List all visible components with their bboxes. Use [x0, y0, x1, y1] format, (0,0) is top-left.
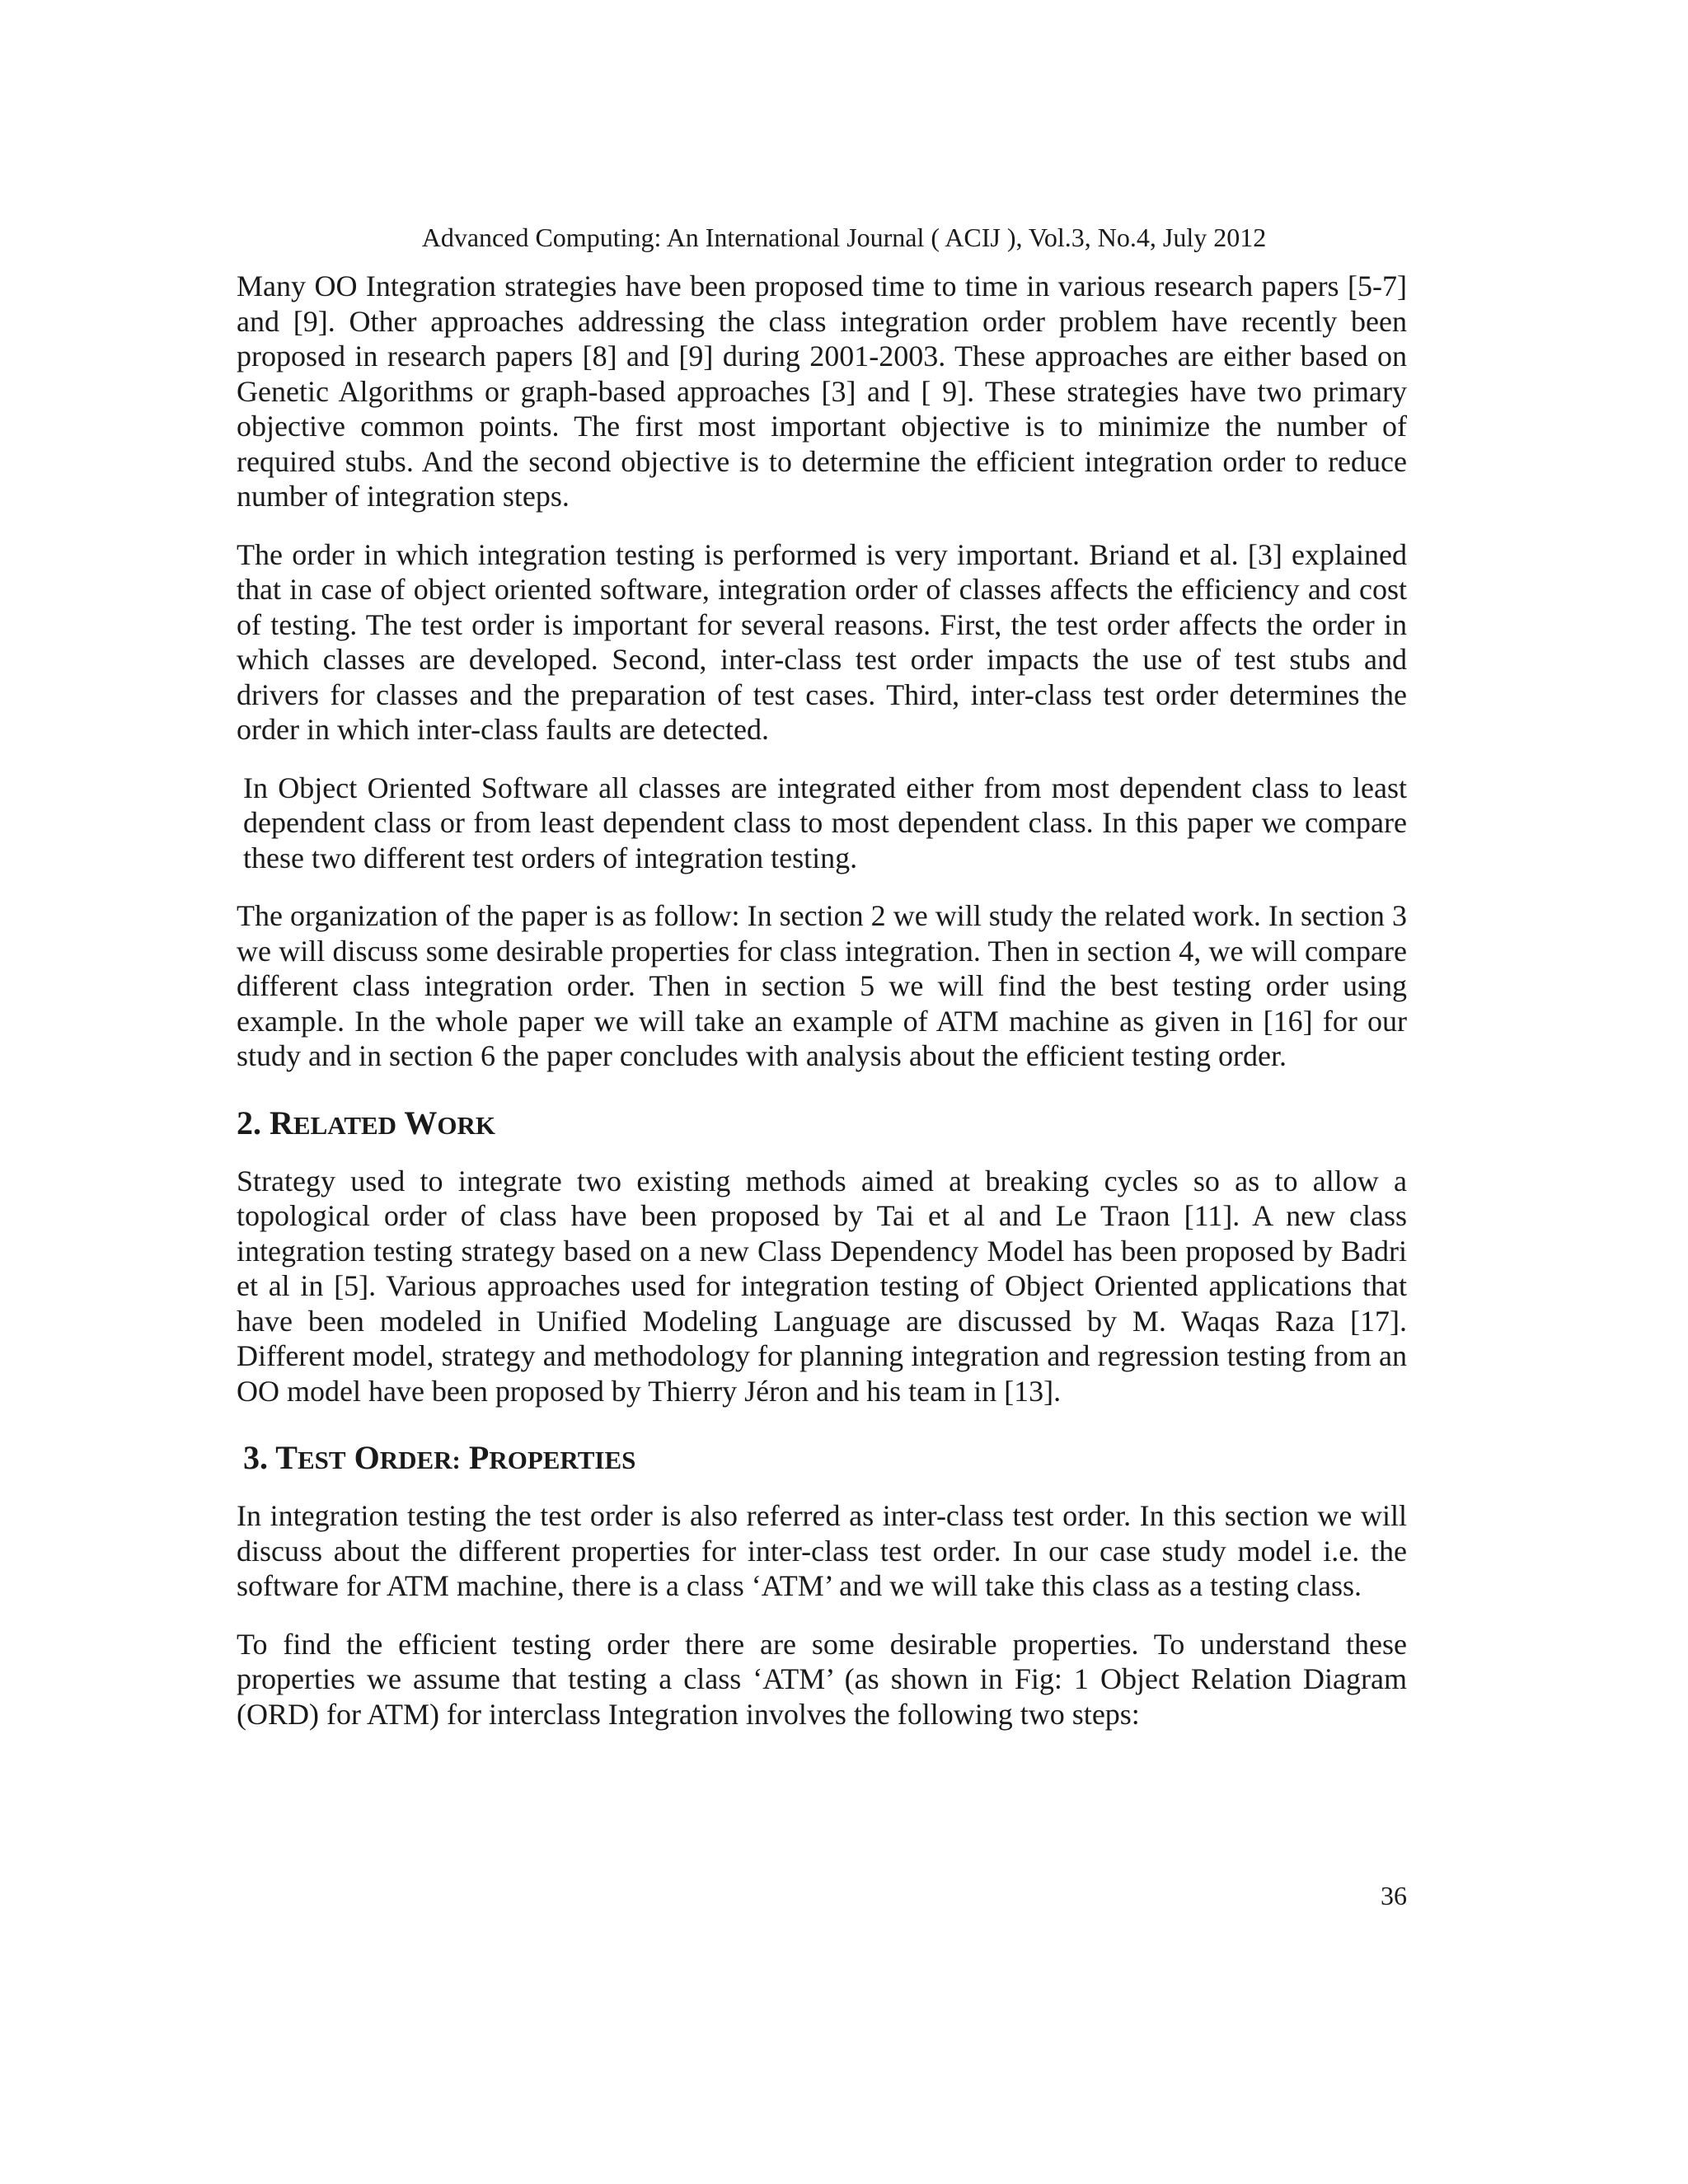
intro-paragraph-2: The order in which integration testing is performed is very important. Briand et al. [3] explained that in case of object oriented software, integration order of classes affects the efficiency and cost of testing. The test order is important for several reasons. First, the test order affects the order in which classes are developed. Second, inter-class test order impacts the use of test stubs and drivers for classes and the preparation of test cases. Third, inter-class test order determines the order in which inter-class faults are detected. — [237, 537, 1407, 746]
section-number: 2. — [237, 1104, 261, 1141]
section-number: 3. — [243, 1439, 268, 1476]
heading-initial: O — [354, 1439, 380, 1476]
heading-small-caps: EST — [297, 1446, 346, 1474]
heading-initial: R — [270, 1104, 293, 1141]
section-heading-related-work — [237, 1104, 1407, 1146]
heading-word — [469, 1439, 636, 1476]
heading-initial: P — [468, 1439, 490, 1476]
test-order-paragraph-2: To find the efficient testing order there are some desirable properties. To understand these properties we assume that testing a class ‘ATM’ (as shown in Fig: 1 Object Relation Diagram (ORD) for ATM) for interclass Integration involves the following two steps: — [237, 1627, 1407, 1731]
heading-initial: W — [404, 1104, 438, 1141]
heading-initial: T — [275, 1439, 298, 1476]
intro-paragraph-4: The organization of the paper is as follow: In section 2 we will study the related work. In section 3 we will discuss some desirable properties for class integration. Then in section 4, we will compare different class integration order. Then in section 5 we will find the best testing order using example. In the whole paper we will take an example of ATM machine as given in [16] for our study and in section 6 the paper concludes with analysis about the efficient testing order. — [237, 899, 1407, 1072]
intro-paragraph-1: Many OO Integration strategies have been proposed time to time in various research papers [5-7] and [9]. Other approaches addressing the class integration order problem have recently been proposed in research papers [8] and [9] during 2001-2003. These approaches are either based on Genetic Algorithms or graph-based approaches [3] and [ 9]. These strategies have two primary objective common points. The first most important objective is to minimize the number of required stubs. And the second objective is to determine the efficient integration order to reduce number of integration steps. — [237, 269, 1407, 513]
heading-small-caps: RDER: — [379, 1446, 461, 1474]
heading-word — [270, 1104, 396, 1141]
heading-small-caps: ORK — [437, 1110, 495, 1140]
heading-small-caps: ELATED — [293, 1110, 397, 1140]
page-number: 36 — [1381, 1881, 1407, 1910]
paper-body — [237, 269, 1407, 1755]
intro-paragraph-3: In Object Oriented Software all classes are integrated either from most dependent class to least dependent class or from least dependent class to most dependent class. In this paper we compare these two different test orders of integration testing. — [243, 771, 1407, 874]
heading-small-caps: ROPERTIES — [489, 1446, 636, 1474]
heading-word — [354, 1439, 461, 1476]
running-header: Advanced Computing: An International Journal ( ACIJ ), Vol.3, No.4, July 2012 — [421, 223, 1267, 252]
related-work-paragraph: Strategy used to integrate two existing methods aimed at breaking cycles so as to allow a topological order of class have been proposed by Tai et al and Le Traon [11]. A new class integration testing strategy based on a new Class Dependency Model has been proposed by Badri et al in [5]. Various approaches used for integration testing of Object Oriented applications that have been modeled in Unified Modeling Language are discussed by M. Waqas Raza [17]. Different model, strategy and methodology for planning integration and regression testing from an OO model have been proposed by Thierry Jéron and his team in [13]. — [237, 1164, 1407, 1408]
heading-word — [275, 1439, 345, 1476]
test-order-paragraph-1: In integration testing the test order is also referred as inter-class test order. In this section we will discuss about the different properties for inter-class test order. In our case study model i.e. the software for ATM machine, there is a class ‘ATM’ and we will take this class as a testing class. — [237, 1499, 1407, 1602]
heading-word — [404, 1104, 495, 1141]
section-heading-test-order-properties — [237, 1438, 1407, 1480]
